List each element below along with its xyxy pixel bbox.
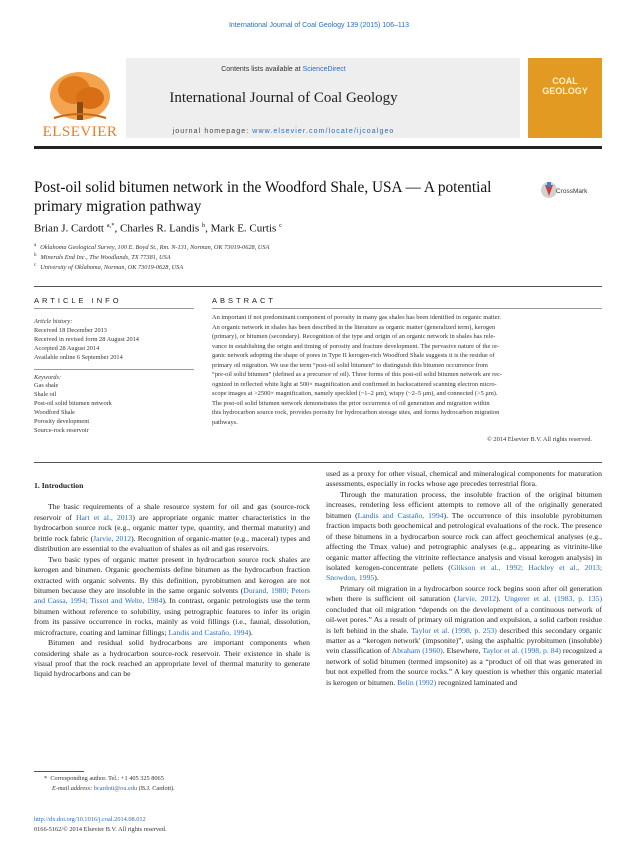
journal-cover bbox=[528, 58, 602, 138]
affiliation bbox=[34, 263, 183, 271]
affiliation-text: University of Oklahoma, Norman, OK 73019-0628, USA bbox=[40, 264, 184, 272]
citation-link[interactable]: Glikson et al., 1992; Hackley et al., 2013; Snowdon, 1995 bbox=[326, 562, 603, 583]
author-name[interactable]: Brian J. Cardott bbox=[34, 222, 104, 235]
paragraph-text: ). bbox=[496, 594, 505, 604]
paragraph-text: Bitumen and residual solid hydrocarbons are important components when considering shale as a hydrocarbon source-rock reservoir. Their existence in shale is visual proof that the rock reached an appropriate level of thermal maturity to generate liquid hydrocarbons and can be bbox=[34, 638, 310, 679]
footnote-text: Corresponding author. Tel.: +1 405 325 8065 bbox=[50, 775, 164, 782]
article-info bbox=[34, 318, 194, 436]
paragraph-text: Through the maturation process, the insoluble fraction of the original bitumen increases, rendering less efficient attempts to remove all of the originally generated bitumen ( bbox=[326, 489, 602, 520]
keyword: Woodford Shale bbox=[34, 409, 75, 417]
affiliation-text: Oklahoma Geological Survey, 100 E. Boyd St., Rm. N-131, Norman, OK 73019-0628, USA bbox=[40, 244, 270, 252]
footnote-marker: * bbox=[44, 775, 48, 782]
keywords-label: Keywords: bbox=[34, 373, 62, 381]
paragraph bbox=[326, 584, 602, 688]
affiliation-sup: b bbox=[34, 253, 37, 258]
history-item: Received in revised form 28 August 2014 bbox=[34, 335, 139, 343]
history-label: Article history: bbox=[34, 318, 73, 325]
header-rule bbox=[34, 146, 602, 149]
author-sup[interactable]: b bbox=[201, 222, 206, 229]
abstract-line: “pre-oil solid bitumen” (defined as a precursor of oil). Three forms of this post-oil solid bitumen network are rec- bbox=[212, 371, 503, 379]
citation-link[interactable]: Landis and Castaño, 1994 bbox=[168, 627, 249, 637]
email-link[interactable]: bcardott@ou.edu bbox=[93, 785, 138, 792]
cover-line-2: GEOLOGY bbox=[542, 86, 588, 96]
paragraph bbox=[34, 555, 310, 639]
homepage-prefix: journal homepage: bbox=[172, 128, 253, 135]
citation-link[interactable]: Taylor et al. (1998, p. 253) bbox=[411, 625, 497, 635]
journal-cover-title bbox=[528, 76, 602, 96]
citation-header[interactable]: International Journal of Coal Geology 139 (2015) 106–113 bbox=[228, 22, 410, 29]
abstract-line: scope images at >2500× magnification, namely speckled (~1–2 μm), wispy (~2–5 μm), and connected (>5 μm). bbox=[212, 390, 498, 398]
body-column-left bbox=[34, 481, 310, 680]
email-suffix: (B.J. Cardott). bbox=[137, 785, 175, 792]
body-column-right bbox=[326, 469, 602, 688]
affiliation bbox=[34, 243, 269, 251]
paragraph-text: The basic requirements of a shale resource system for oil and gas (source-rock reservoir of bbox=[34, 502, 310, 522]
cover-line-1: COAL bbox=[552, 76, 578, 86]
contents-prefix: Contents lists available at bbox=[221, 66, 303, 73]
author-name[interactable]: Charles R. Landis bbox=[119, 222, 200, 235]
citation-link[interactable]: Jarvie, 2012 bbox=[456, 594, 497, 604]
citation-link[interactable]: Jarvie, 2012 bbox=[93, 533, 132, 543]
email-label: E-mail address: bbox=[52, 785, 94, 792]
abstract-heading: ABSTRACT bbox=[212, 296, 277, 305]
citation-link[interactable]: Belin (1992) bbox=[397, 677, 437, 687]
paragraph-text: ). Recognition of organic-matter (e.g., maceral) types and distribution are essential to the evaluation of shales as oil and gas reservoirs. bbox=[34, 533, 310, 554]
divider bbox=[34, 369, 194, 370]
divider bbox=[212, 308, 602, 309]
paragraph-text: recognized laminated and bbox=[436, 677, 518, 687]
article-info-heading: ARTICLE INFO bbox=[34, 296, 122, 305]
history-item: Accepted 28 August 2014 bbox=[34, 344, 100, 352]
footnote-corresponding bbox=[44, 775, 164, 782]
affiliation-text: Minerals End Inc., The Woodlands, TX 77381, USA bbox=[40, 254, 171, 262]
sciencedirect-link[interactable]: ScienceDirect bbox=[302, 66, 346, 73]
keyword: Porosity development bbox=[34, 418, 90, 426]
abstract-line: primary oil migration. We use the term “post-oil solid bitumen” to distinguish this bitumen occurrence from bbox=[212, 361, 488, 369]
affiliation-sup: a bbox=[34, 243, 37, 248]
history-item: Received 18 December 2013 bbox=[34, 326, 107, 334]
affiliation bbox=[34, 253, 171, 261]
author-sup[interactable]: c bbox=[279, 222, 282, 229]
issn-line: 0166-5162/© 2014 Elsevier B.V. All rights reserved. bbox=[34, 826, 167, 833]
abstract-line: An important if not predominant component of porosity in many gas shales has been identified in organic matter. bbox=[212, 314, 501, 321]
history-item: Available online 6 September 2014 bbox=[34, 353, 123, 361]
doi-link[interactable]: http://dx.doi.org/10.1016/j.coal.2014.08.012 bbox=[34, 816, 146, 823]
keyword: Shale oil bbox=[34, 391, 57, 399]
paragraph bbox=[34, 502, 310, 554]
abstract-line: pathways. bbox=[212, 419, 238, 427]
homepage-link[interactable]: www.elsevier.com/locate/ijcoalgeo bbox=[252, 128, 395, 135]
divider bbox=[34, 308, 194, 309]
paragraph-text: ). The occurrence of this insoluble pyrobitumen fraction impacts both geochemical and petrological evaluations of the rock. The presence of these bitumens in a hydrocarbon source rock can affect geochemical analyses (e.g., affecting the Tmax value) and petrographic analyses (e.g., appearing as vitrinite-like organic matter affecting the vitrinite reflectance analysis and visual kerogen analysis) in isolated kerogen-concentrate pellets ( bbox=[326, 510, 602, 572]
citation-link[interactable]: Hart et al., 2013 bbox=[75, 512, 133, 522]
divider bbox=[34, 286, 602, 287]
keyword: Post-oil solid bitumen network bbox=[34, 400, 112, 408]
abstract-line: ganic network adopting the shape of pores in Type II kerogen-rich Woodford Shale suggests it is the residue of bbox=[212, 352, 495, 360]
abstract-copyright: © 2014 Elsevier B.V. All rights reserved. bbox=[486, 436, 592, 443]
affiliation-sup: c bbox=[34, 263, 37, 268]
citation-link[interactable]: Ungerer et al. (1983, p. 135) bbox=[504, 594, 603, 604]
paragraph-text: ). bbox=[374, 573, 379, 583]
divider bbox=[34, 462, 602, 463]
keyword: Gas shale bbox=[34, 382, 59, 390]
crossmark-label[interactable]: CrossMark bbox=[556, 188, 588, 195]
paragraph-text: Two basic types of organic matter present in hydrocarbon source rock shales are kerogen and bitumen. Organic geochemists define bitumen as the hydrocarbon fraction extracted with organic solvents. By this definition, pyrobitumen and kerogen are not bitumen because they are insoluble in the same organic solvents ( bbox=[34, 554, 310, 595]
paragraph-text: used as a proxy for other visual, chemical and mineralogical components for maturation assessments, especially in rocks whose age precedes terrestrial flora. bbox=[326, 469, 602, 489]
paragraph-text: described this secondary organic matter as a “kerogen network' (impsonite)”, using the asphaltic pyrobitumen (insoluble) vein classification of bbox=[326, 625, 602, 656]
footnote-email bbox=[52, 785, 175, 792]
abstract-line: this hydrocarbon source rock, provides porosity for hydrocarbon storage sites, and forms hydrocarbon migration bbox=[212, 409, 500, 417]
abstract-line: (primary), or bitumen (secondary). Recognition of the type and origin of an organic network in shales has rele- bbox=[212, 333, 496, 341]
citation-link[interactable]: Durand, 1980; Peters and Cassa, 1994; Tissot and Welte, 1984 bbox=[34, 585, 310, 606]
keyword: Source-rock reservoir bbox=[34, 426, 89, 434]
footnote-rule bbox=[34, 771, 84, 772]
citation-link[interactable]: Abraham (1960) bbox=[391, 646, 443, 656]
paragraph bbox=[326, 469, 602, 490]
author-sup[interactable]: a,* bbox=[106, 222, 115, 229]
homepage-line bbox=[126, 128, 441, 135]
author-name[interactable]: Mark E. Curtis bbox=[210, 222, 277, 235]
abstract-line: vance in establishing the origin and timing of porosity and fracture development. The pervasive nature of the or- bbox=[212, 342, 500, 350]
abstract-line: ognized in reflected white light at 500× magnification and confirmed in backscattered scanning electron micro- bbox=[212, 380, 497, 388]
paragraph-text: recognized a network of solid bitumen (termed impsonite) as a “product of oil that was generated in but not expelled from the source rocks.” A key question is whether this organic material is kerogen or bitumen. bbox=[326, 646, 602, 687]
paragraph-text: ). In contrast, organic petrologists use the term bitumen without reference to solubility, using petrographic features to infer its origin from its passive occurrence in rocks, mainly as void fillings (i.e., faunal, dissolution, microfracture, coating and laminar fillings; bbox=[34, 596, 310, 637]
paragraph bbox=[34, 638, 310, 680]
paragraph-text: ). bbox=[248, 627, 253, 637]
journal-name: International Journal of Coal Geology bbox=[169, 90, 398, 106]
abstract-line: An organic network in shales has been described in the literature as organic matter (generalized term), kerogen bbox=[212, 323, 496, 331]
paragraph-text: ) are appropriate organic matter characteristics in the hydrocarbon source rock (e.g., organic matter type, quantity, and thermal maturity) and brittle rock fabric ( bbox=[34, 512, 310, 543]
paragraph-text: Primary oil migration in a hydrocarbon source rock begins soon after oil generation when there is sufficient oil saturation ( bbox=[326, 583, 602, 604]
contents-line bbox=[126, 66, 441, 73]
paragraph-text: . Elsewhere, bbox=[442, 646, 483, 656]
citation-link[interactable]: Landis and Castaño, 1994 bbox=[357, 510, 444, 520]
publisher-name: ELSEVIER bbox=[42, 124, 118, 140]
author-list: Brian J. Cardott $^{a,*}$, Charles R. Landis $^b$, Mark E. Curtis $^c$ bbox=[34, 222, 282, 235]
section-heading: 1. Introduction bbox=[34, 481, 84, 490]
abstract-text bbox=[212, 313, 592, 428]
article-title: Post-oil solid bitumen network in the Woodford Shale, USA — A potential primary migration pathway bbox=[34, 179, 492, 215]
paragraph bbox=[326, 490, 602, 584]
citation-link[interactable]: Taylor et al. (1998, p. 84) bbox=[482, 646, 561, 656]
abstract-line: The post-oil solid bitumen network demonstrates the prior occurrence of oil generation and migration within bbox=[212, 399, 490, 407]
paragraph-text: concluded that oil migration “depends on the development of a continuous network of oil-wet pores.” As a result of primary oil migration and expulsion, a solid carbon residue is left behind in the shale. bbox=[326, 604, 602, 635]
